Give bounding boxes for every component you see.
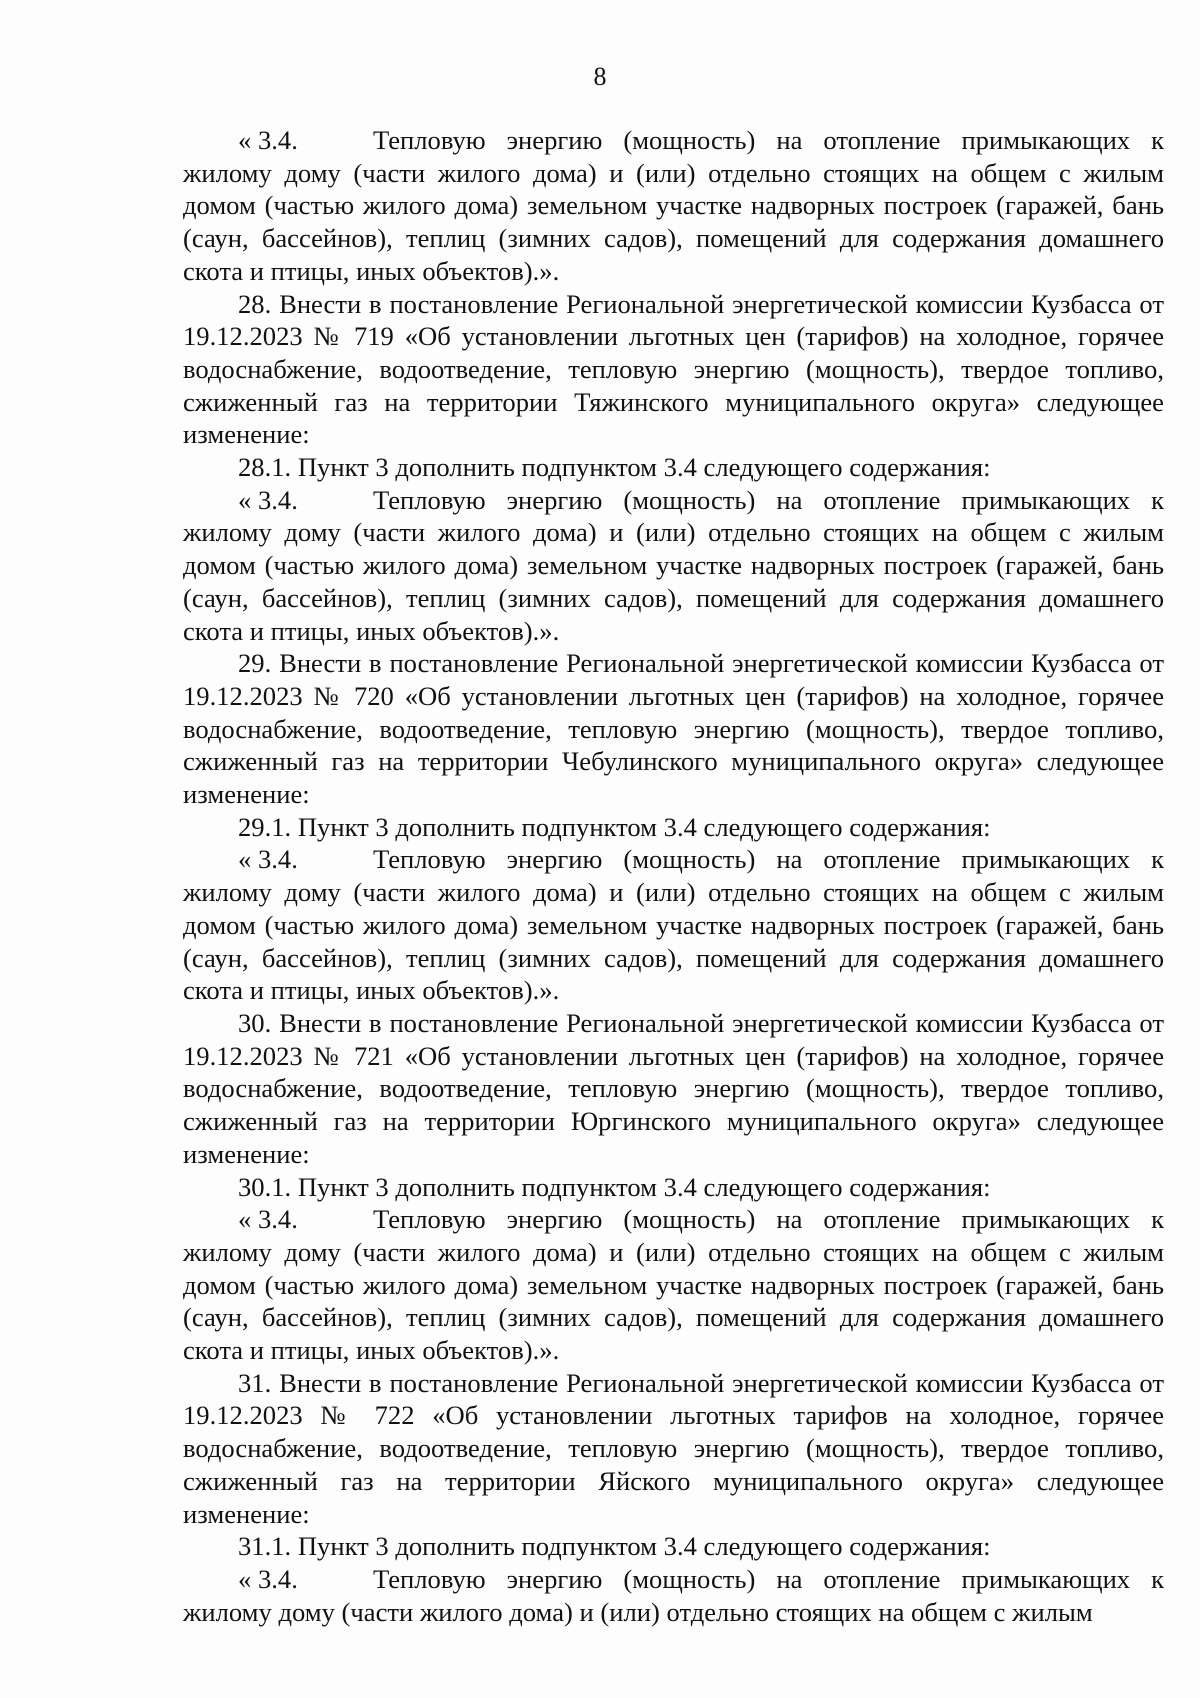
paragraph-text: Тепловую энергию (мощность) на отопление примыкающих к жилому дому (части жилого дома) и (или) отдельно стоящих на общем с жилым домом (частью жилого дома) земельном участке надворных построек (гаражей, бань (саун, бассейнов), теплиц (зимних садов), помещений для содержания домашнего скота и птицы, иных объектов).». bbox=[183, 844, 1164, 1006]
paragraph-text: Тепловую энергию (мощность) на отопление примыкающих к жилому дому (части жилого дома) и (или) отдельно стоящих на общем с жилым домом (частью жилого дома) земельном участке надворных построек (гаражей, бань (саун, бассейнов), теплиц (зимних садов), помещений для содержания домашнего скота и птицы, иных объектов).». bbox=[183, 125, 1164, 286]
quote-label: « 3.4. bbox=[238, 125, 298, 155]
quote-paragraph bbox=[183, 484, 1164, 648]
quote-label: « 3.4. bbox=[238, 484, 298, 515]
quote-label: « 3.4. bbox=[238, 1563, 298, 1594]
paragraph-text: Тепловую энергию (мощность) на отопление примыкающих к жилому дому (части жилого дома) и (или) отдельно стоящих на общем с жилым домом (частью жилого дома) земельном участке надворных построек (гаражей, бань (саун, бассейнов), теплиц (зимних садов), помещений для содержания домашнего скота и птицы, иных объектов).». bbox=[183, 1204, 1164, 1366]
amendment-paragraph-28: 28. Внести в постановление Региональной энергетической комиссии Кузбасса от 19.12.2023 № 719 «Об установлении льготных цен (тарифов) на холодное, горячее водоснабжение, водоотведение, тепловую энергию (мощность), твердое топливо, сжиженный газ на территории Тяжинского муниципального округа» следующее изменение: bbox=[183, 288, 1164, 450]
quote-paragraph bbox=[183, 843, 1164, 1007]
amendment-paragraph-29: 29. Внести в постановление Региональной энергетической комиссии Кузбасса от 19.12.2023 № 720 «Об установлении льготных цен (тарифов) на холодное, горячее водоснабжение, водоотведение, тепловую энергию (мощность), твердое топливо, сжиженный газ на территории Чебулинского муниципального округа» следующее изменение: bbox=[183, 648, 1164, 810]
amendment-paragraph-31: 31. Внести в постановление Региональной энергетической комиссии Кузбасса от 19.12.2023 № 722 «Об установлении льготных тарифов на холодное, горячее водоснабжение, водоотведение, тепловую энергию (мощность), твердое топливо, сжиженный газ на территории Яйского муниципального округа» следующее изменение: bbox=[183, 1367, 1164, 1529]
quote-paragraph bbox=[183, 124, 1164, 288]
subitem-31-1: 31.1. Пункт 3 дополнить подпунктом 3.4 следующего содержания: bbox=[238, 1531, 991, 1562]
page-number: 8 bbox=[593, 62, 607, 91]
subitem-30-1: 30.1. Пункт 3 дополнить подпунктом 3.4 следующего содержания: bbox=[238, 1171, 991, 1202]
quote-paragraph bbox=[183, 1203, 1164, 1367]
subitem-28-1: 28.1. Пункт 3 дополнить подпунктом 3.4 следующего содержания: bbox=[238, 452, 991, 483]
quote-paragraph bbox=[183, 1563, 1164, 1628]
amendment-paragraph-30: 30. Внести в постановление Региональной энергетической комиссии Кузбасса от 19.12.2023 № 721 «Об установлении льготных цен (тарифов) на холодное, горячее водоснабжение, водоотведение, тепловую энергию (мощность), твердое топливо, сжиженный газ на территории Юргинского муниципального округа» следующее изменение: bbox=[183, 1007, 1164, 1169]
quote-label: « 3.4. bbox=[238, 844, 298, 875]
subitem-29-1: 29.1. Пункт 3 дополнить подпунктом 3.4 следующего содержания: bbox=[238, 811, 991, 842]
paragraph-text: Тепловую энергию (мощность) на отопление примыкающих к жилому дому (части жилого дома) и (или) отдельно стоящих на общем с жилым bbox=[183, 1563, 1164, 1627]
paragraph-text: Тепловую энергию (мощность) на отопление примыкающих к жилому дому (части жилого дома) и (или) отдельно стоящих на общем с жилым домом (частью жилого дома) земельном участке надворных построек (гаражей, бань (саун, бассейнов), теплиц (зимних садов), помещений для содержания домашнего скота и птицы, иных объектов).». bbox=[183, 484, 1164, 646]
document-body bbox=[183, 124, 1164, 1628]
quote-label: « 3.4. bbox=[238, 1204, 298, 1235]
